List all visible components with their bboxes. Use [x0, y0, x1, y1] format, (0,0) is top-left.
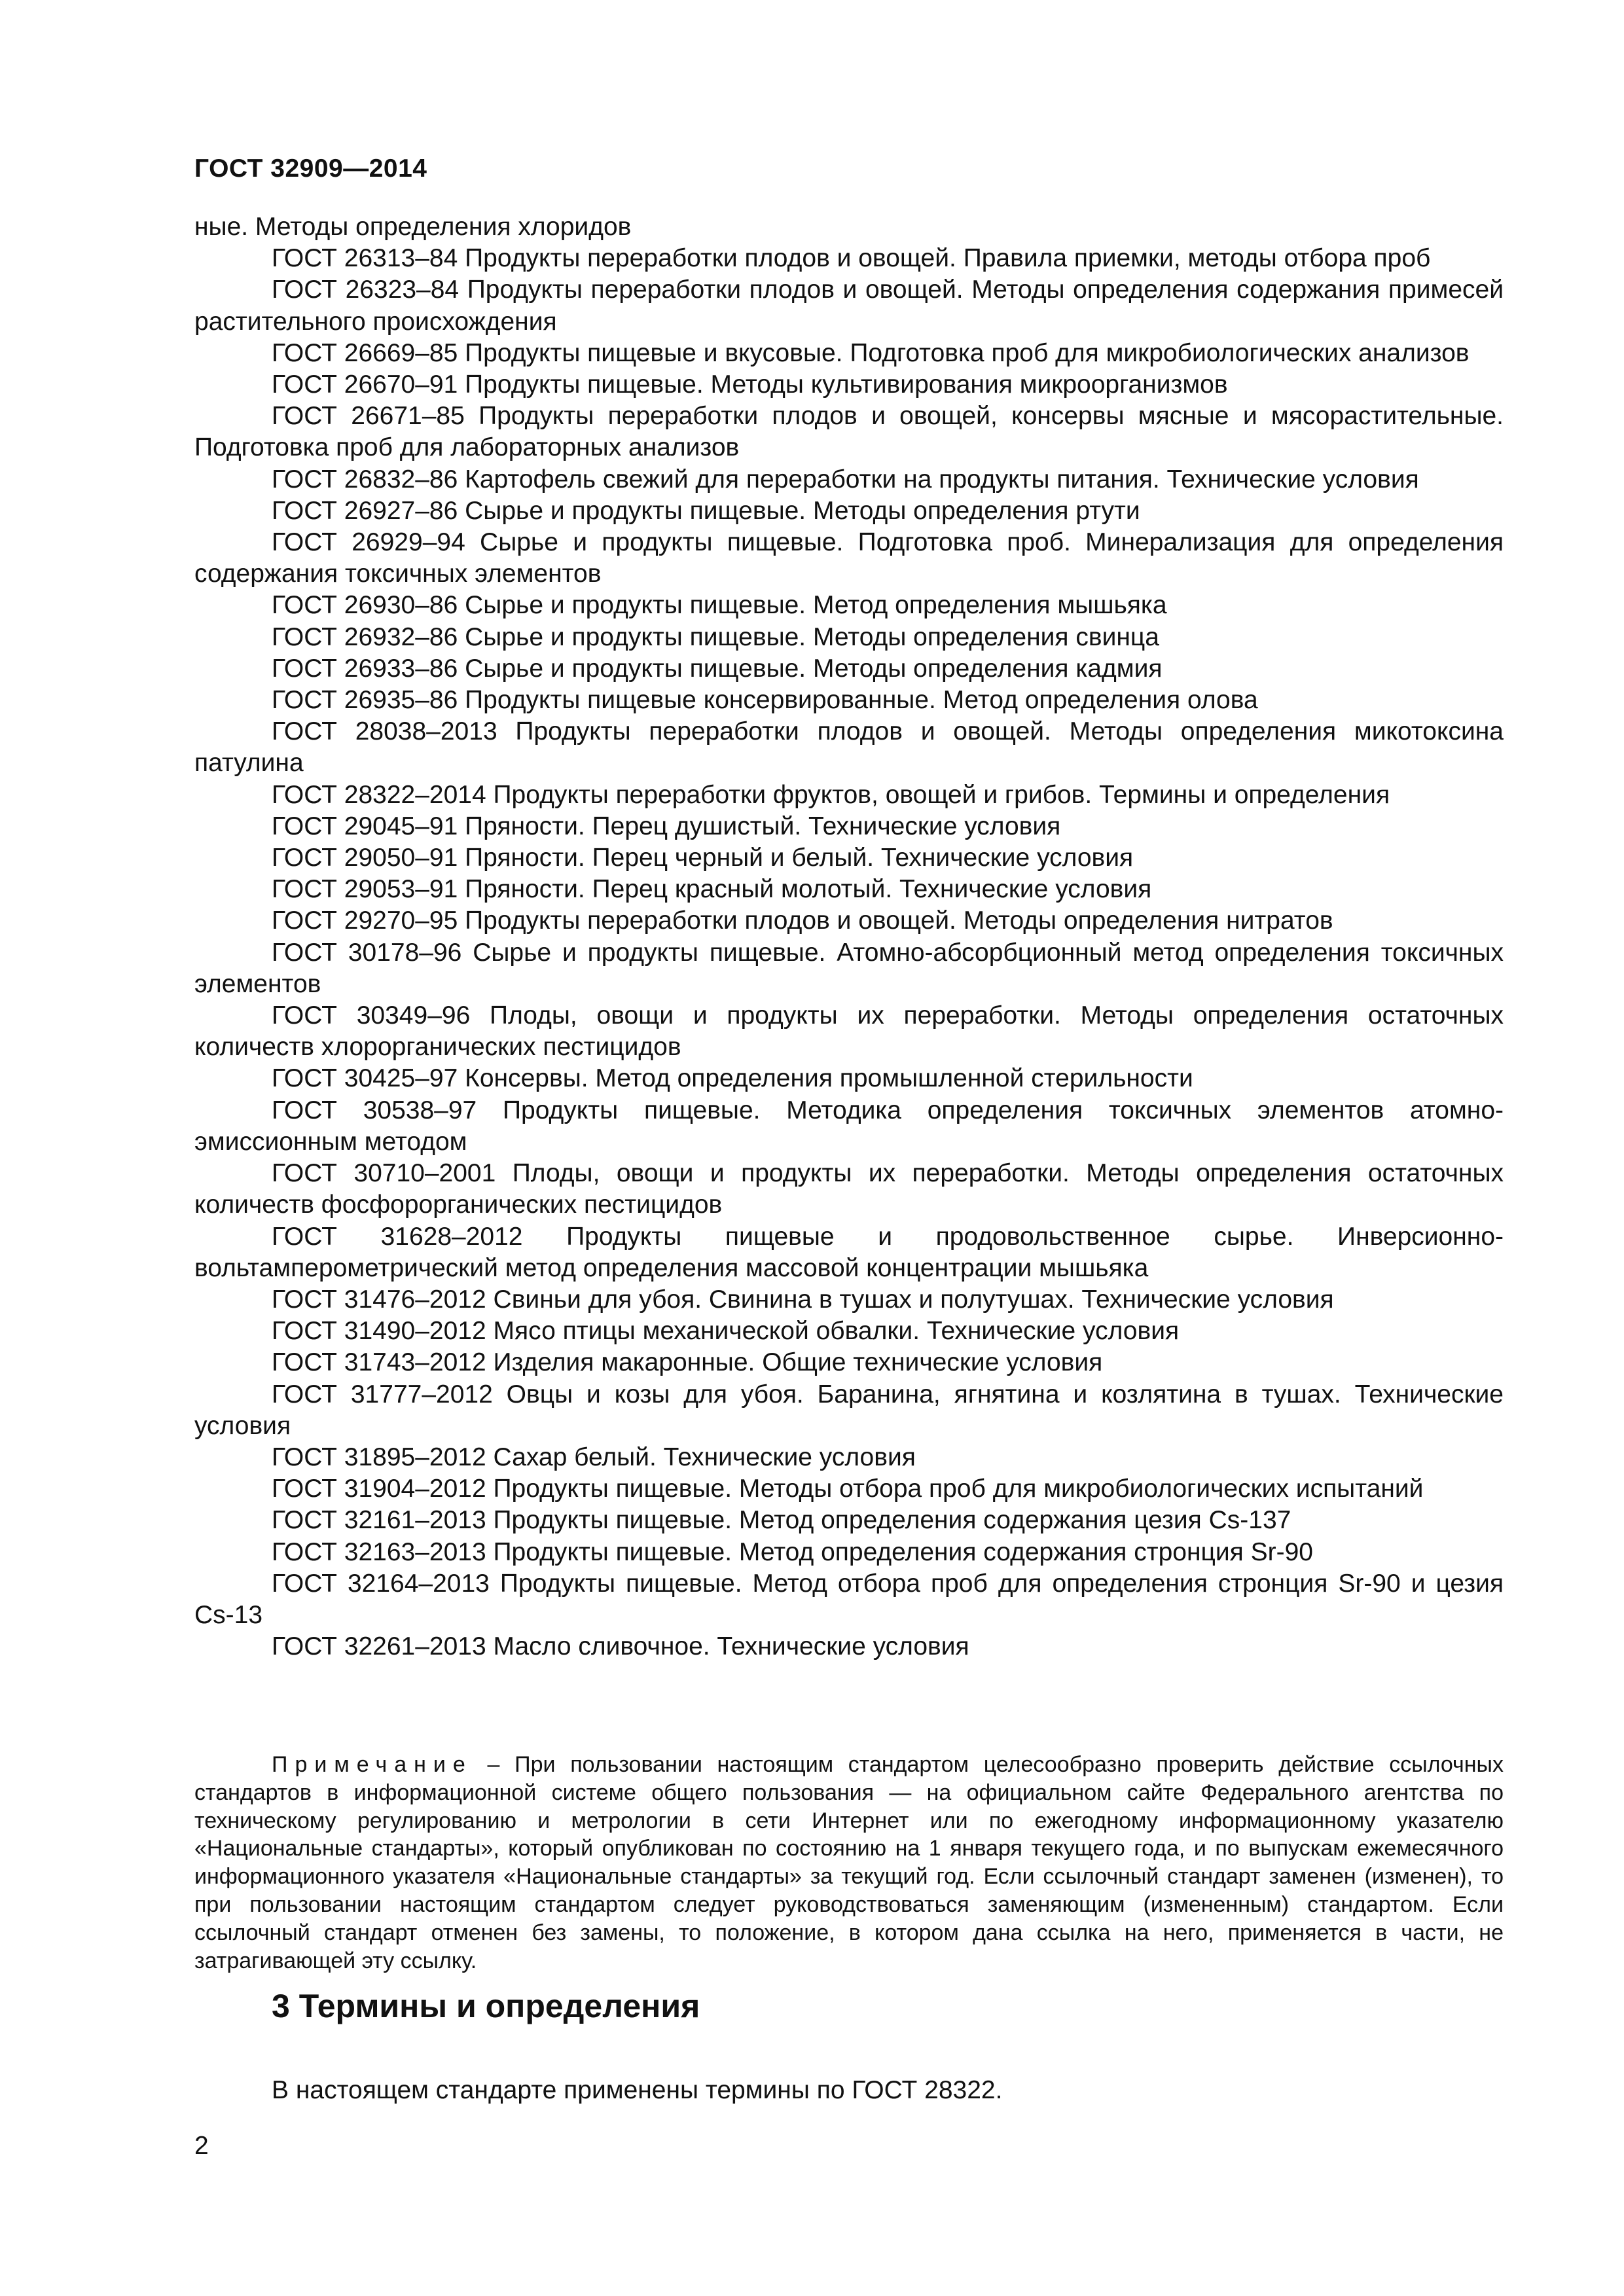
reference-item: ГОСТ 26927–86 Сырье и продукты пищевые. Методы определения ртути	[272, 496, 1140, 525]
reference-item: ГОСТ 26670–91 Продукты пищевые. Методы культивирования микроорганизмов	[272, 370, 1228, 399]
reference-item: ГОСТ 30178–96 Сырье и продукты пищевые. Атомно-абсорбционный метод определения токсичных элементов	[194, 938, 1504, 998]
reference-item: ГОСТ 30349–96 Плоды, овощи и продукты их переработки. Методы определения остаточных количеств хлорорганических пестицидов	[194, 1001, 1504, 1062]
reference-item: ГОСТ 31777–2012 Овцы и козы для убоя. Баранина, ягнятина и козлятина в тушах. Технические условия	[194, 1380, 1504, 1440]
reference-item: ГОСТ 31628–2012 Продукты пищевые и продовольственное сырье. Инверсионно-вольтамперометрический метод определения массовой концентрации мышьяка	[194, 1222, 1504, 1282]
reference-item: ГОСТ 29050–91 Пряности. Перец черный и белый. Технические условия	[272, 844, 1134, 872]
reference-item: ГОСТ 26930–86 Сырье и продукты пищевые. Метод определения мышьяка	[272, 591, 1167, 620]
reference-item: ГОСТ 31476–2012 Свиньи для убоя. Свинина в тушах и полутушах. Технические условия	[272, 1285, 1334, 1314]
reference-continuation: ные. Методы определения хлоридов	[194, 213, 632, 241]
reference-item: ГОСТ 31904–2012 Продукты пищевые. Методы отбора проб для микробиологических испытаний	[272, 1475, 1424, 1503]
reference-item: ГОСТ 26935–86 Продукты пищевые консервированные. Метод определения олова	[272, 686, 1258, 715]
reference-item: ГОСТ 29045–91 Пряности. Перец душистый. Технические условия	[272, 812, 1061, 840]
note-label: Примечание	[272, 1752, 473, 1777]
document-code-header: ГОСТ 32909—2014	[194, 154, 427, 183]
reference-item: ГОСТ 31743–2012 Изделия макаронные. Общие технические условия	[272, 1348, 1103, 1377]
reference-item: ГОСТ 26832–86 Картофель свежий для переработки на продукты питания. Технические условия	[272, 465, 1419, 493]
reference-item: ГОСТ 26933–86 Сырье и продукты пищевые. Методы определения кадмия	[272, 654, 1163, 683]
normative-references-list	[194, 211, 1504, 1662]
reference-item: ГОСТ 32164–2013 Продукты пищевые. Метод отбора проб для определения стронция Sr-90 и цезия Cs-13	[194, 1569, 1504, 1629]
section-3-title: 3 Термины и определения	[272, 1988, 700, 2024]
reference-item: ГОСТ 29053–91 Пряности. Перец красный молотый. Технические условия	[272, 875, 1152, 904]
reference-item: ГОСТ 29270–95 Продукты переработки плодов и овощей. Методы определения нитратов	[272, 906, 1333, 935]
reference-item: ГОСТ 30425–97 Консервы. Метод определения промышленной стерильности	[272, 1064, 1193, 1093]
reference-item: ГОСТ 31490–2012 Мясо птицы механической обвалки. Технические условия	[272, 1317, 1180, 1346]
reference-item: ГОСТ 26671–85 Продукты переработки плодов и овощей, консервы мясные и мясорастительные. Подготовка проб для лабораторных анализов	[194, 402, 1504, 462]
reference-item: ГОСТ 26669–85 Продукты пищевые и вкусовые. Подготовка проб для микробиологических анализов	[272, 338, 1470, 367]
reference-item: ГОСТ 32161–2013 Продукты пищевые. Метод определения содержания цезия Cs-137	[272, 1506, 1291, 1535]
note-text: – При пользовании настоящим стандартом целесообразно проверить действие ссылочных стандартов в информационной системе общего пользования — на официальном сайте Федерального агентства по техническому регулированию и метрологии в сети Интернет или по ежегодному информационному указателю «Национальные стандарты», который опубликован по состоянию на 1 января текущего года, и по выпускам ежемесячного информационного указателя «Национальные стандарты» за текущий год. Если ссылочный стандарт заменен (изменен), то при пользовании настоящим стандартом следует руководствоваться заменяющим (измененным) стандартом. Если ссылочный стандарт отменен без замены, то положение, в котором дана ссылка на него, применяется в части, не затрагивающей эту ссылку.	[194, 1752, 1504, 1973]
reference-item: ГОСТ 32261–2013 Масло сливочное. Технические условия	[272, 1632, 969, 1661]
section-3-text: В настоящем стандарте применены термины по ГОСТ 28322.	[272, 2076, 1003, 2104]
reference-item: ГОСТ 26313–84 Продукты переработки плодов и овощей. Правила приемки, методы отбора проб	[272, 244, 1431, 273]
reference-item: ГОСТ 28322–2014 Продукты переработки фруктов, овощей и грибов. Термины и определения	[272, 780, 1390, 809]
reference-item: ГОСТ 28038–2013 Продукты переработки плодов и овощей. Методы определения микотоксина патулина	[194, 717, 1504, 778]
page-number: 2	[194, 2132, 209, 2160]
reference-item: ГОСТ 30710–2001 Плоды, овощи и продукты их переработки. Методы определения остаточных количеств фосфорорганических пестицидов	[194, 1159, 1504, 1219]
reference-item: ГОСТ 26932–86 Сырье и продукты пищевые. Методы определения свинца	[272, 622, 1159, 651]
reference-item: ГОСТ 32163–2013 Продукты пищевые. Метод определения содержания стронция Sr-90	[272, 1537, 1313, 1566]
reference-note	[194, 1751, 1504, 1975]
reference-item: ГОСТ 26929–94 Сырье и продукты пищевые. Подготовка проб. Минерализация для определения содержания токсичных элементов	[194, 528, 1504, 588]
reference-item: ГОСТ 31895–2012 Сахар белый. Технические условия	[272, 1443, 916, 1471]
reference-item: ГОСТ 30538–97 Продукты пищевые. Методика определения токсичных элементов атомно-эмиссионным методом	[194, 1096, 1504, 1156]
reference-item: ГОСТ 26323–84 Продукты переработки плодов и овощей. Методы определения содержания примесей растительного происхождения	[194, 276, 1504, 336]
